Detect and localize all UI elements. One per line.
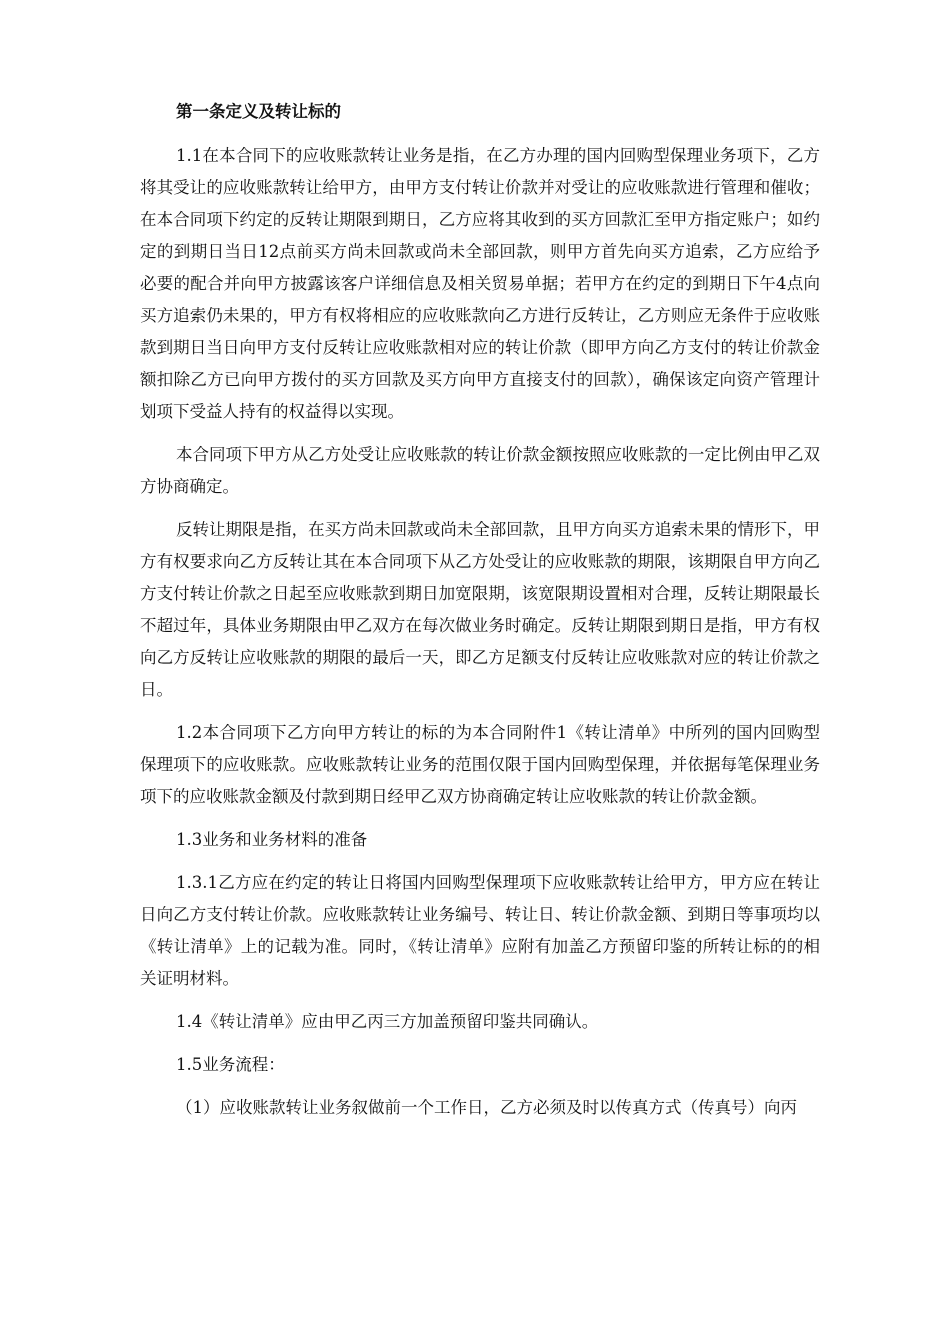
paragraph-1-3: 1.3业务和业务材料的准备 (176, 830, 368, 849)
section-heading: 第一条定义及转让标的 (176, 102, 341, 121)
paragraph-1-1: 1.1在本合同下的应收账款转让业务是指，在乙方办理的国内回购型保理业务项下，乙方将其受让的应收账款转让给甲方，由甲方支付转让价款并对受让的应收账款进行管理和催收；在本合同项下约定的反转让期限到期日，乙方应将其收到的买方回款汇至甲方指定账户；如约定的到期日当日12点前买方尚未回款或尚未全部回款，则甲方首先向买方追索，乙方应给予必要的配合并向甲方披露该客户详细信息及相关贸易单据；若甲方在约定的到期日下午4点向买方追索仍未果的，甲方有权将相应的应收账款向乙方进行反转让，乙方则应无条件于应收账款到期日当日向甲方支付反转让应收账款相对应的转让价款（即甲方向乙方支付的转让价款金额扣除乙方已向甲方拨付的买方回款及买方向甲方直接支付的回款），确保该定向资产管理计划项下受益人持有的权益得以实现。 (140, 146, 820, 421)
paragraph-1-2: 1.2本合同项下乙方向甲方转让的标的为本合同附件1《转让清单》中所列的国内回购型保理项下的应收账款。应收账款转让业务的范围仅限于国内回购型保理，并依据每笔保理业务项下的应收账款金额及付款到期日经甲乙双方协商确定转让应收账款的转让价款金额。 (140, 723, 820, 806)
paragraph-1-4: 1.4《转让清单》应由甲乙丙三方加盖预留印鉴共同确认。 (176, 1012, 599, 1031)
paragraph-1-5-1: （1）应收账款转让业务叙做前一个工作日，乙方必须及时以传真方式（传真号）向丙 (176, 1098, 797, 1117)
paragraph-1-3-1: 1.3.1乙方应在约定的转让日将国内回购型保理项下应收账款转让给甲方，甲方应在转让日向乙方支付转让价款。应收账款转让业务编号、转让日、转让价款金额、到期日等事项均以《转让清单》上的记载为准。同时，《转让清单》应附有加盖乙方预留印鉴的所转让标的的相关证明材料。 (140, 873, 820, 988)
paragraph-price: 本合同项下甲方从乙方处受让应收账款的转让价款金额按照应收账款的一定比例由甲乙双方协商确定。 (140, 445, 820, 496)
paragraph-reverse-term: 反转让期限是指，在买方尚未回款或尚未全部回款，且甲方向买方追索未果的情形下，甲方有权要求向乙方反转让其在本合同项下从乙方处受让的应收账款的期限，该期限自甲方向乙方支付转让价款之日起至应收账款到期日加宽限期，该宽限期设置相对合理，反转让期限最长不超过年，具体业务期限由甲乙双方在每次做业务时确定。反转让期限到期日是指，甲方有权向乙方反转让应收账款的期限的最后一天，即乙方足额支付反转让应收账款对应的转让价款之日。 (140, 520, 820, 699)
paragraph-1-5: 1.5业务流程： (176, 1055, 285, 1074)
document-body (140, 96, 820, 1135)
